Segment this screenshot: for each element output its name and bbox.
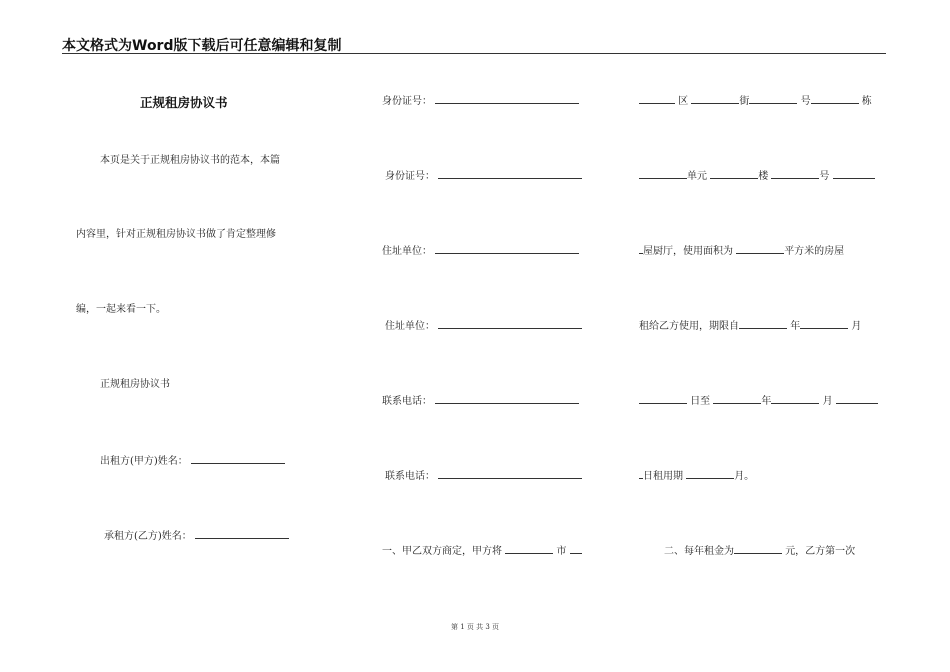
- subtitle: 正规租房协议书: [100, 379, 170, 390]
- lessee-name-blank[interactable]: [195, 528, 289, 539]
- lessee-name-label: 承租方(乙方)姓名：: [104, 531, 192, 542]
- id-label-2: 身份证号：: [385, 171, 435, 182]
- text-year: 年: [790, 321, 801, 332]
- text-district: 区: [678, 96, 689, 107]
- blank-2-2[interactable]: [710, 168, 758, 179]
- text-rent-unit: 元，乙方第一次: [785, 546, 856, 557]
- phone-row-1: [382, 393, 579, 409]
- text-lease-term: 日租用期: [643, 471, 683, 482]
- text-month: 月: [851, 321, 862, 332]
- address-label-1: 住址单位：: [382, 246, 432, 257]
- blank-1-1[interactable]: [639, 93, 675, 104]
- text-area-unit: 平方米的房屋: [784, 246, 845, 257]
- text-building: 栋: [861, 96, 872, 107]
- page-header: [62, 34, 886, 54]
- text-end-month: 月: [822, 396, 833, 407]
- blank-1-3[interactable]: [749, 93, 797, 104]
- address-row-2: [385, 318, 582, 334]
- id-row-1: [382, 93, 579, 109]
- text-months: 月。: [734, 471, 755, 482]
- document-title: 正规租房协议书: [140, 95, 228, 110]
- id-row-2: [385, 168, 582, 184]
- blank-2-1[interactable]: [639, 168, 687, 179]
- clause-1-text-a: 一、甲乙双方商定，甲方将: [382, 546, 502, 557]
- header-text: 本文格式为Word版下载后可任意编辑和复制: [62, 38, 342, 54]
- lessor-name-label: 出租方(甲方)姓名：: [100, 456, 188, 467]
- area-blank[interactable]: [736, 243, 784, 254]
- column-1: [72, 60, 322, 620]
- intro-line-2: 内容里，针对正规租房协议书做了肯定整理修: [76, 229, 276, 240]
- start-year-blank[interactable]: [739, 318, 787, 329]
- id-blank-2[interactable]: [438, 168, 582, 179]
- intro-line-3: 编，一起来看一下。: [76, 304, 166, 315]
- page-footer: 第 1 页 共 3 页: [450, 623, 500, 631]
- phone-label-1: 联系电话：: [382, 396, 432, 407]
- text-area-label: 屋厨厅，使用面积为: [643, 246, 733, 257]
- clause-1-city-blank[interactable]: [505, 543, 553, 554]
- id-blank-1[interactable]: [435, 93, 579, 104]
- address-row-1: [382, 243, 579, 259]
- clause-2-row: [664, 543, 855, 559]
- end-day-blank[interactable]: [836, 393, 878, 404]
- text-annual-rent: 二、每年租金为: [664, 546, 734, 557]
- phone-label-2: 联系电话：: [385, 471, 435, 482]
- end-month-blank[interactable]: [771, 393, 819, 404]
- start-month-blank[interactable]: [800, 318, 848, 329]
- column-3: [636, 60, 886, 620]
- address-detail-row-1: [639, 93, 872, 109]
- text-room-number: 号: [819, 171, 830, 182]
- end-year-blank[interactable]: [713, 393, 761, 404]
- text-number: 号: [800, 96, 811, 107]
- text-floor: 楼: [758, 171, 769, 182]
- lease-end-row: [639, 393, 878, 409]
- text-unit: 单元: [687, 171, 707, 182]
- phone-blank-2[interactable]: [438, 468, 582, 479]
- blank-1-4[interactable]: [811, 93, 859, 104]
- text-lease-from: 租给乙方使用，期限自: [639, 321, 739, 332]
- text-street: 街: [739, 96, 750, 107]
- text-end-year: 年: [761, 396, 772, 407]
- start-day-blank[interactable]: [639, 393, 687, 404]
- column-2: [378, 60, 608, 620]
- lease-term-row: [639, 468, 754, 484]
- blank-2-3[interactable]: [771, 168, 819, 179]
- term-months-blank[interactable]: [686, 468, 734, 479]
- area-row: [639, 243, 844, 259]
- clause-1-row: [382, 543, 582, 559]
- intro-line-1: 本页是关于正规租房协议书的范本，本篇: [100, 155, 280, 166]
- address-detail-row-2: [639, 168, 875, 184]
- text-day-to: 日至: [690, 396, 711, 407]
- address-blank-2[interactable]: [438, 318, 582, 329]
- lessee-name-row: [104, 528, 289, 544]
- clause-1-tail-blank[interactable]: [570, 543, 582, 554]
- lessor-name-blank[interactable]: [191, 453, 285, 464]
- phone-blank-1[interactable]: [435, 393, 579, 404]
- address-label-2: 住址单位：: [385, 321, 435, 332]
- lease-start-row: [639, 318, 861, 334]
- id-label-1: 身份证号：: [382, 96, 432, 107]
- lessor-name-row: [100, 453, 285, 469]
- blank-1-2[interactable]: [691, 93, 739, 104]
- clause-1-text-b: 市: [556, 546, 567, 557]
- phone-row-2: [385, 468, 582, 484]
- blank-2-4[interactable]: [833, 168, 875, 179]
- rent-amount-blank[interactable]: [734, 543, 782, 554]
- address-blank-1[interactable]: [435, 243, 579, 254]
